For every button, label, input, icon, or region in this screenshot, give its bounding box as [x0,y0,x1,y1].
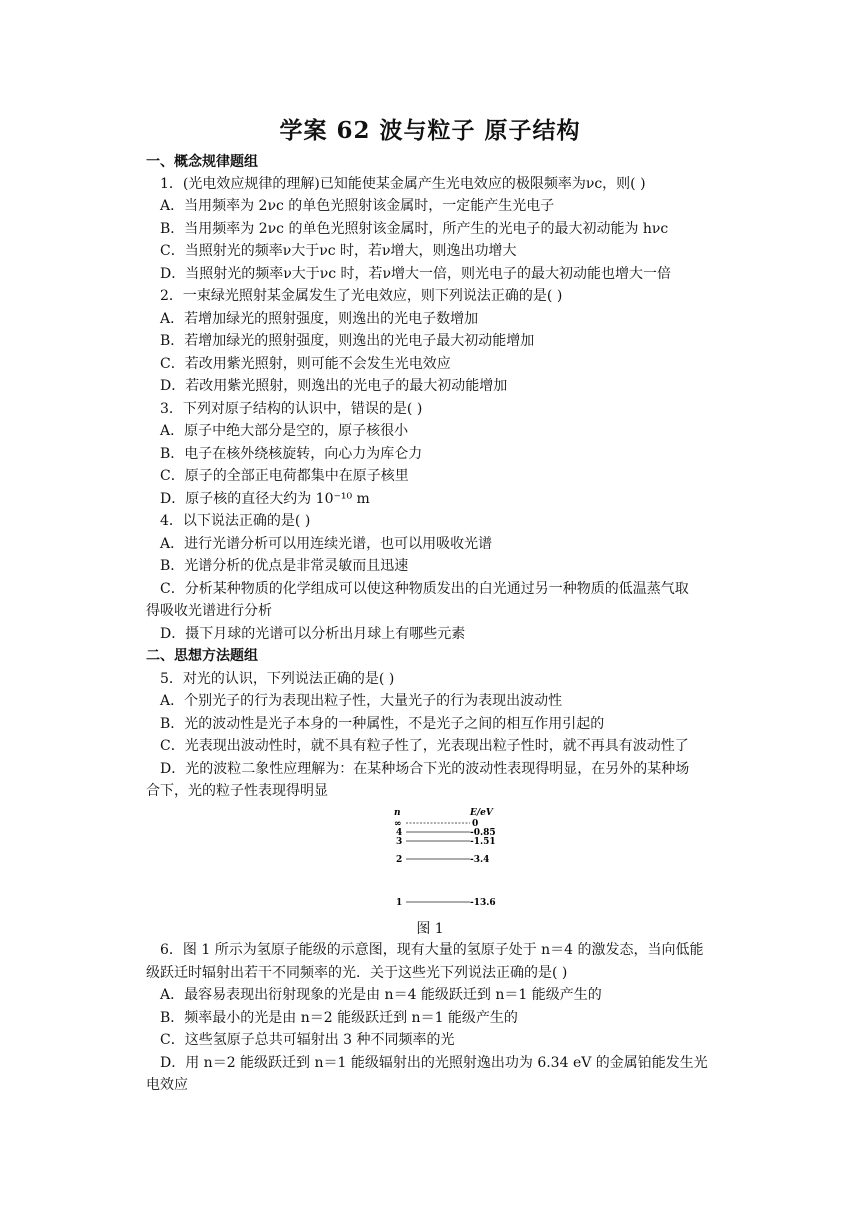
q1-stem: 1．(光电效应规律的理解)已知能使某金属产生光电效应的极限频率为νc，则( ) [160,176,646,192]
q5-option-b: B．光的波动性是光子本身的一种属性，不是光子之间的相互作用引起的 [160,716,605,732]
section-heading-2: 二、思想方法题组 [146,648,258,664]
q2-stem: 2．一束绿光照射某金属发生了光电效应，则下列说法正确的是( ) [160,288,563,304]
q2-option-c: C．若改用紫光照射，则可能不会发生光电效应 [160,356,451,372]
q3-option-d: D．原子核的直径大约为 10⁻¹⁰ m [160,491,370,507]
q5-option-d-line1: D．光的波粒二象性应理解为：在某种场合下光的波动性表现得明显，在另外的某种场 [160,761,690,777]
q5-option-a: A．个别光子的行为表现出粒子性，大量光子的行为表现出波动性 [160,693,563,709]
q4-option-c-line1: C．分析某种物质的化学组成可以使这种物质发出的白光通过另一种物质的低温蒸气取 [160,581,689,597]
level-e-2: -3.4 [470,855,490,865]
q6-stem-line1: 6．图 1 所示为氢原子能级的示意图，现有大量的氢原子处于 n＝4 的激发态，当向低能 [160,942,704,958]
q1-option-d: D．当照射光的频率ν大于νc 时，若ν增大一倍，则光电子的最大初动能也增大一倍 [160,266,672,282]
q6-option-a: A．最容易表现出衍射现象的光是由 n＝4 能级跃迁到 n＝1 能级产生的 [160,987,602,1003]
level-n-4: 4 [396,828,403,838]
level-e-3: -1.51 [470,837,496,847]
q2-option-d: D．若改用紫光照射，则逸出的光电子的最大初动能增加 [160,378,508,394]
section-heading-1: 一、概念规律题组 [146,154,258,170]
q3-stem: 3．下列对原子结构的认识中，错误的是( ) [160,401,423,417]
q5-option-c: C．光表现出波动性时，就不具有粒子性了，光表现出粒子性时，就不再具有波动性了 [160,738,689,754]
level-n-3: 3 [396,837,403,847]
q6-option-d-line1: D．用 n＝2 能级跃迁到 n＝1 能级辐射出的光照射逸出功为 6.34 eV 的金属铂能发生光 [160,1055,708,1071]
q3-option-c: C．原子的全部正电荷都集中在原子核里 [160,468,409,484]
level-e-4: -0.85 [470,828,496,838]
q6-stem-line2: 级跃迁时辐射出若干不同频率的光．关于这些光下列说法正确的是( ) [146,965,568,981]
n-axis-label: n [394,808,401,818]
q1-option-c: C．当照射光的频率ν大于νc 时，若ν增大，则逸出功增大 [160,243,517,259]
q3-option-b: B．电子在核外绕核旋转，向心力为库仑力 [160,446,423,462]
q6-option-b: B．频率最小的光是由 n＝2 能级跃迁到 n＝1 能级产生的 [160,1010,518,1026]
energy-axis-label: E/eV [470,808,493,818]
figure-caption: 图 1 [416,921,444,937]
q4-option-d: D．摄下月球的光谱可以分析出月球上有哪些元素 [160,626,466,642]
q2-option-a: A．若增加绿光的照射强度，则逸出的光电子数增加 [160,311,479,327]
level-n-1: 1 [396,898,403,908]
level-n-inf: ∞ [394,819,402,829]
q5-stem: 5．对光的认识，下列说法正确的是( ) [160,671,395,687]
q5-option-d-line2: 合下，光的粒子性表现得明显 [146,783,328,799]
q4-stem: 4．以下说法正确的是( ) [160,513,311,529]
q1-option-b: B．当用频率为 2νc 的单色光照射该金属时，所产生的光电子的最大初动能为 hνc [160,221,669,237]
q2-option-b: B．若增加绿光的照射强度，则逸出的光电子最大初动能增加 [160,333,535,349]
energy-level-diagram [390,806,510,910]
q1-option-a: A．当用频率为 2νc 的单色光照射该金属时，一定能产生光电子 [160,198,555,214]
q4-option-b: B．光谱分析的优点是非常灵敏而且迅速 [160,558,409,574]
page-title: 学案 62 波与粒子 原子结构 [279,117,581,144]
level-e-inf: 0 [472,819,479,829]
q4-option-a: A．进行光谱分析可以用连续光谱，也可以用吸收光谱 [160,536,493,552]
level-e-1: -13.6 [470,898,496,908]
q4-option-c-line2: 得吸收光谱进行分析 [146,603,272,619]
q3-option-a: A．原子中绝大部分是空的，原子核很小 [160,423,409,439]
q6-option-d-line2: 电效应 [146,1077,188,1093]
q6-option-c: C．这些氢原子总共可辐射出 3 种不同频率的光 [160,1032,455,1048]
level-n-2: 2 [396,855,403,865]
